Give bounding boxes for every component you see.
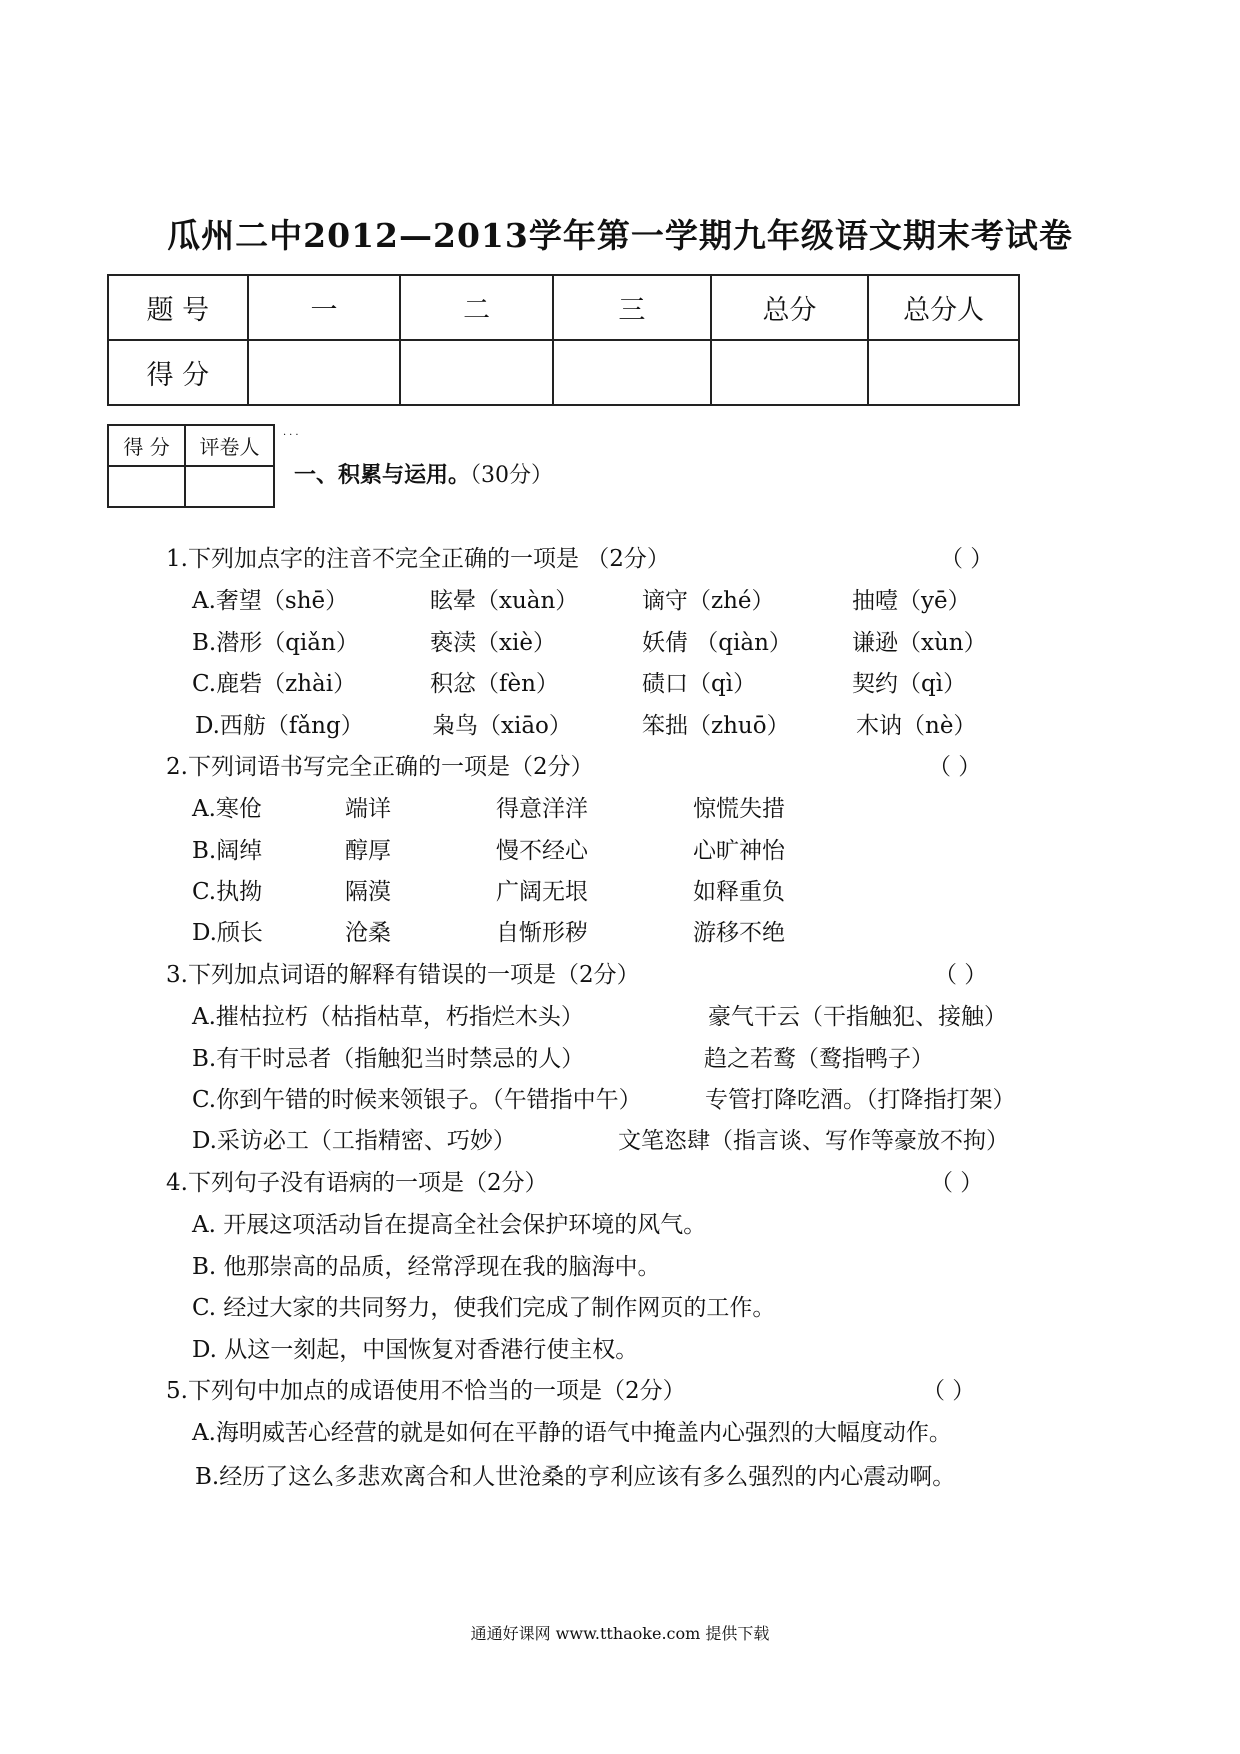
q1-option-c3: 碛口（qì） (642, 671, 757, 697)
q4-option-d: D. 从这一刻起，中国恢复对香港行使主权。 (192, 1337, 639, 1363)
footer-source: 通通好课网 www.tthaoke.com 提供下载 (470, 1624, 770, 1643)
grader-score-label: 得 分 (108, 425, 185, 466)
score-row-label: 得 分 (108, 340, 248, 405)
decorative-dots: ··· (283, 430, 302, 441)
q1-option-b4: 谦逊（xùn） (852, 630, 987, 656)
q4-option-b: B. 他那崇高的品质，经常浮现在我的脑海中。 (192, 1254, 661, 1280)
q5-option-b: B.经历了这么多悲欢离合和人世沧桑的亨利应该有多么强烈的内心震动啊。 (195, 1464, 956, 1490)
score-cell (711, 340, 869, 405)
q1-option-b1: B.潜形（qiǎn） (192, 630, 359, 656)
question-1-answer-blank: （ ） (940, 546, 994, 572)
q2-option-c3: 广阔无垠 (496, 879, 588, 905)
q1-option-d2: 枭鸟（xiāo） (432, 713, 572, 739)
q2-option-d4: 游移不绝 (693, 920, 785, 946)
q2-option-a2: 端详 (345, 796, 391, 822)
q1-option-c2: 积忿（fèn） (430, 671, 559, 697)
question-4-answer-blank: （ ） (930, 1170, 984, 1196)
q2-option-d3: 自惭形秽 (496, 920, 588, 946)
q1-option-c1: C.鹿砦（zhài） (192, 671, 357, 697)
score-header-cell: 总分人 (868, 275, 1019, 340)
section-heading-text: 一、积累与运用。 (294, 462, 471, 488)
q1-option-b2: 亵渎（xiè） (430, 630, 556, 656)
score-cell (553, 340, 711, 405)
question-5-answer-blank: （ ） (922, 1378, 976, 1404)
q1-option-a2: 眩晕（xuàn） (430, 588, 579, 614)
score-header-cell: 三 (553, 275, 711, 340)
q1-option-d3: 笨拙（zhuō） (642, 713, 790, 739)
q2-option-d1: D.颀长 (192, 920, 263, 946)
q1-option-a1: A.奢望（shē） (192, 588, 349, 614)
q3-option-c2: 专管打降吃酒。（打降指打架） (705, 1087, 1016, 1113)
q1-option-a4: 抽噎（yē） (852, 588, 971, 614)
q3-option-d2: 文笔恣肆（指言谈、写作等豪放不拘） (618, 1128, 1009, 1154)
score-cell (248, 340, 401, 405)
q2-option-c1: C.执拗 (192, 879, 263, 905)
score-header-cell: 二 (400, 275, 553, 340)
question-3-answer-blank: （ ） (934, 962, 988, 988)
q2-option-b1: B.阔绰 (192, 838, 263, 864)
question-2-stem: 2.下列词语书写完全正确的一项是（2分） (166, 754, 594, 780)
score-cell (400, 340, 553, 405)
q4-option-c: C. 经过大家的共同努力，使我们完成了制作网页的工作。 (192, 1295, 776, 1321)
q1-option-d4: 木讷（nè） (856, 713, 977, 739)
q1-option-c4: 契约（qì） (852, 671, 967, 697)
score-table-header-row (108, 275, 1019, 340)
q2-option-d2: 沧桑 (345, 920, 391, 946)
q2-option-a1: A.寒伧 (192, 796, 262, 822)
section-heading (294, 458, 553, 489)
q2-option-c4: 如释重负 (693, 879, 785, 905)
q3-option-a1: A.摧枯拉朽（枯指枯草，朽指烂木头） (192, 1004, 584, 1030)
section-points: （30分） (470, 463, 554, 488)
question-1-stem: 1.下列加点字的注音不完全正确的一项是 （2分） (166, 546, 670, 572)
score-table (107, 274, 1020, 406)
q1-option-b3: 妖倩 （qiàn） (642, 630, 792, 656)
question-4-stem: 4.下列句子没有语病的一项是（2分） (166, 1170, 548, 1196)
grader-score-cell (108, 466, 185, 507)
score-header-cell: 一 (248, 275, 401, 340)
exam-title: 瓜州二中2012—2013学年第一学期九年级语文期末考试卷 (167, 216, 1073, 255)
q2-option-b3: 慢不经心 (496, 838, 588, 864)
question-3-stem: 3.下列加点词语的解释有错误的一项是（2分） (166, 962, 640, 988)
q1-option-d1: D.西舫（fǎng） (195, 713, 364, 739)
q2-option-c2: 隔漠 (345, 879, 391, 905)
q5-option-a: A.海明威苦心经营的就是如何在平静的语气中掩盖内心强烈的大幅度动作。 (192, 1420, 952, 1446)
q2-option-a3: 得意洋洋 (496, 796, 588, 822)
q3-option-b1: B.有干时忌者（指触犯当时禁忌的人） (192, 1046, 585, 1072)
q3-option-c1: C.你到午错的时候来领银子。（午错指中午） (192, 1087, 642, 1113)
score-header-cell: 题 号 (108, 275, 248, 340)
q1-option-a3: 谪守（zhé） (642, 588, 775, 614)
score-cell (868, 340, 1019, 405)
q2-option-b2: 醇厚 (345, 838, 391, 864)
q3-option-a2: 豪气干云（干指触犯、接触） (708, 1004, 1007, 1030)
q2-option-a4: 惊慌失措 (693, 796, 785, 822)
grader-name-label: 评卷人 (185, 425, 274, 466)
score-header-cell: 总分 (711, 275, 869, 340)
question-2-answer-blank: （ ） (928, 754, 982, 780)
q4-option-a: A. 开展这项活动旨在提高全社会保护环境的风气。 (192, 1212, 707, 1238)
q3-option-b2: 趋之若鹜（鹜指鸭子） (704, 1046, 934, 1072)
grader-table (107, 424, 275, 508)
question-5-stem: 5.下列句中加点的成语使用不恰当的一项是（2分） (166, 1378, 686, 1404)
q3-option-d1: D.采访必工（工指精密、巧妙） (192, 1128, 516, 1154)
grader-name-cell (185, 466, 274, 507)
score-table-score-row (108, 340, 1019, 405)
q2-option-b4: 心旷神怡 (693, 838, 785, 864)
